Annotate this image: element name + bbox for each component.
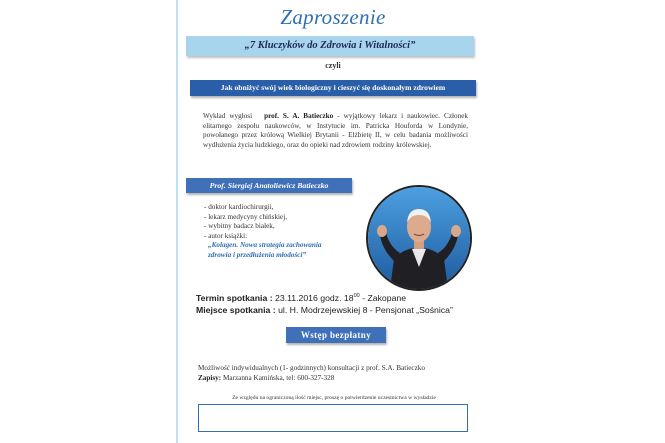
- speaker-photo-image: [368, 187, 470, 289]
- credential-item: - lekarz medycyny chińskiej,: [204, 212, 288, 221]
- confirmation-box: [198, 404, 468, 432]
- meeting-date-value: 23.11.2016 godz. 18: [275, 292, 354, 303]
- consultation-text: Możliwość indywidualnych (1- godzinnych) konsultacji z prof. S.A. Batieczko: [198, 364, 425, 372]
- meeting-city: - Zakopane: [359, 292, 407, 303]
- consultation-info: [198, 363, 488, 383]
- speaker-photo: [366, 185, 472, 291]
- invitation-title: Zaproszenie: [280, 5, 386, 29]
- signup-value: Marzanna Kamińska, tel: 600-327-328: [222, 374, 335, 382]
- meeting-place-value: ul. H. Modrzejewskiej 8 - Pensjonat „Sośnica”: [278, 305, 453, 316]
- meeting-date-label: Termin spotkania :: [196, 292, 273, 303]
- czyli-text: czyli: [325, 61, 341, 70]
- intro-text: - wyjątkowy lekarz i naukowiec. Członek elitarnego zespołu naukowców, w Instytucie im. Patricka Houforda w Londynie, powołanego przez królową Wielkiej Brytanii - Elżbietę II, w celu badania możliwości wydłużenia życia ludzkiego, oraz do opieki nad zdrowiem rodziny królewskiej.: [203, 112, 468, 149]
- signup-line: [198, 373, 488, 383]
- book-title-line-1: „Kolagen. Nowa strategia zachowania: [208, 241, 322, 250]
- intro-speaker: prof. S. A. Batieczko: [264, 112, 334, 120]
- invitation-page: [178, 0, 488, 443]
- free-entry-banner: Wstęp bezpłatny: [286, 327, 386, 343]
- subtitle-banner: „7 Kluczyków do Zdrowia i Witalności”: [186, 36, 474, 56]
- credential-item: - autor książki:: [204, 231, 248, 240]
- credentials-list: [204, 203, 374, 261]
- meeting-info: [196, 290, 486, 317]
- book-title-line-2: zdrowia i przedłużenia młodości”: [208, 250, 307, 259]
- limited-seats-notice: Ze względu na ograniczoną ilość miejsc, proszę o potwierdzenie uczestnictwa w wysładzie: [232, 395, 436, 401]
- headline-banner: Jak obniżyć swój wiek biologiczny i cieszyć się doskonałym zdrowiem: [190, 80, 476, 96]
- intro-lead: Wykład wygłosi: [203, 112, 253, 120]
- meeting-place-line: [196, 304, 486, 317]
- intro-paragraph: [203, 112, 468, 150]
- signup-label: Zapisy:: [198, 374, 222, 382]
- credential-item: - doktor kardiochirurgii,: [204, 203, 274, 211]
- credential-item: - wybitny badacz białek,: [204, 222, 275, 231]
- meeting-place-label: Miejsce spotkania :: [196, 305, 276, 316]
- speaker-name-box: Prof. Siergiej Anatoliewicz Batieczko: [186, 178, 352, 193]
- meeting-time-minutes: 00: [353, 293, 360, 299]
- meeting-date-line: [196, 290, 486, 304]
